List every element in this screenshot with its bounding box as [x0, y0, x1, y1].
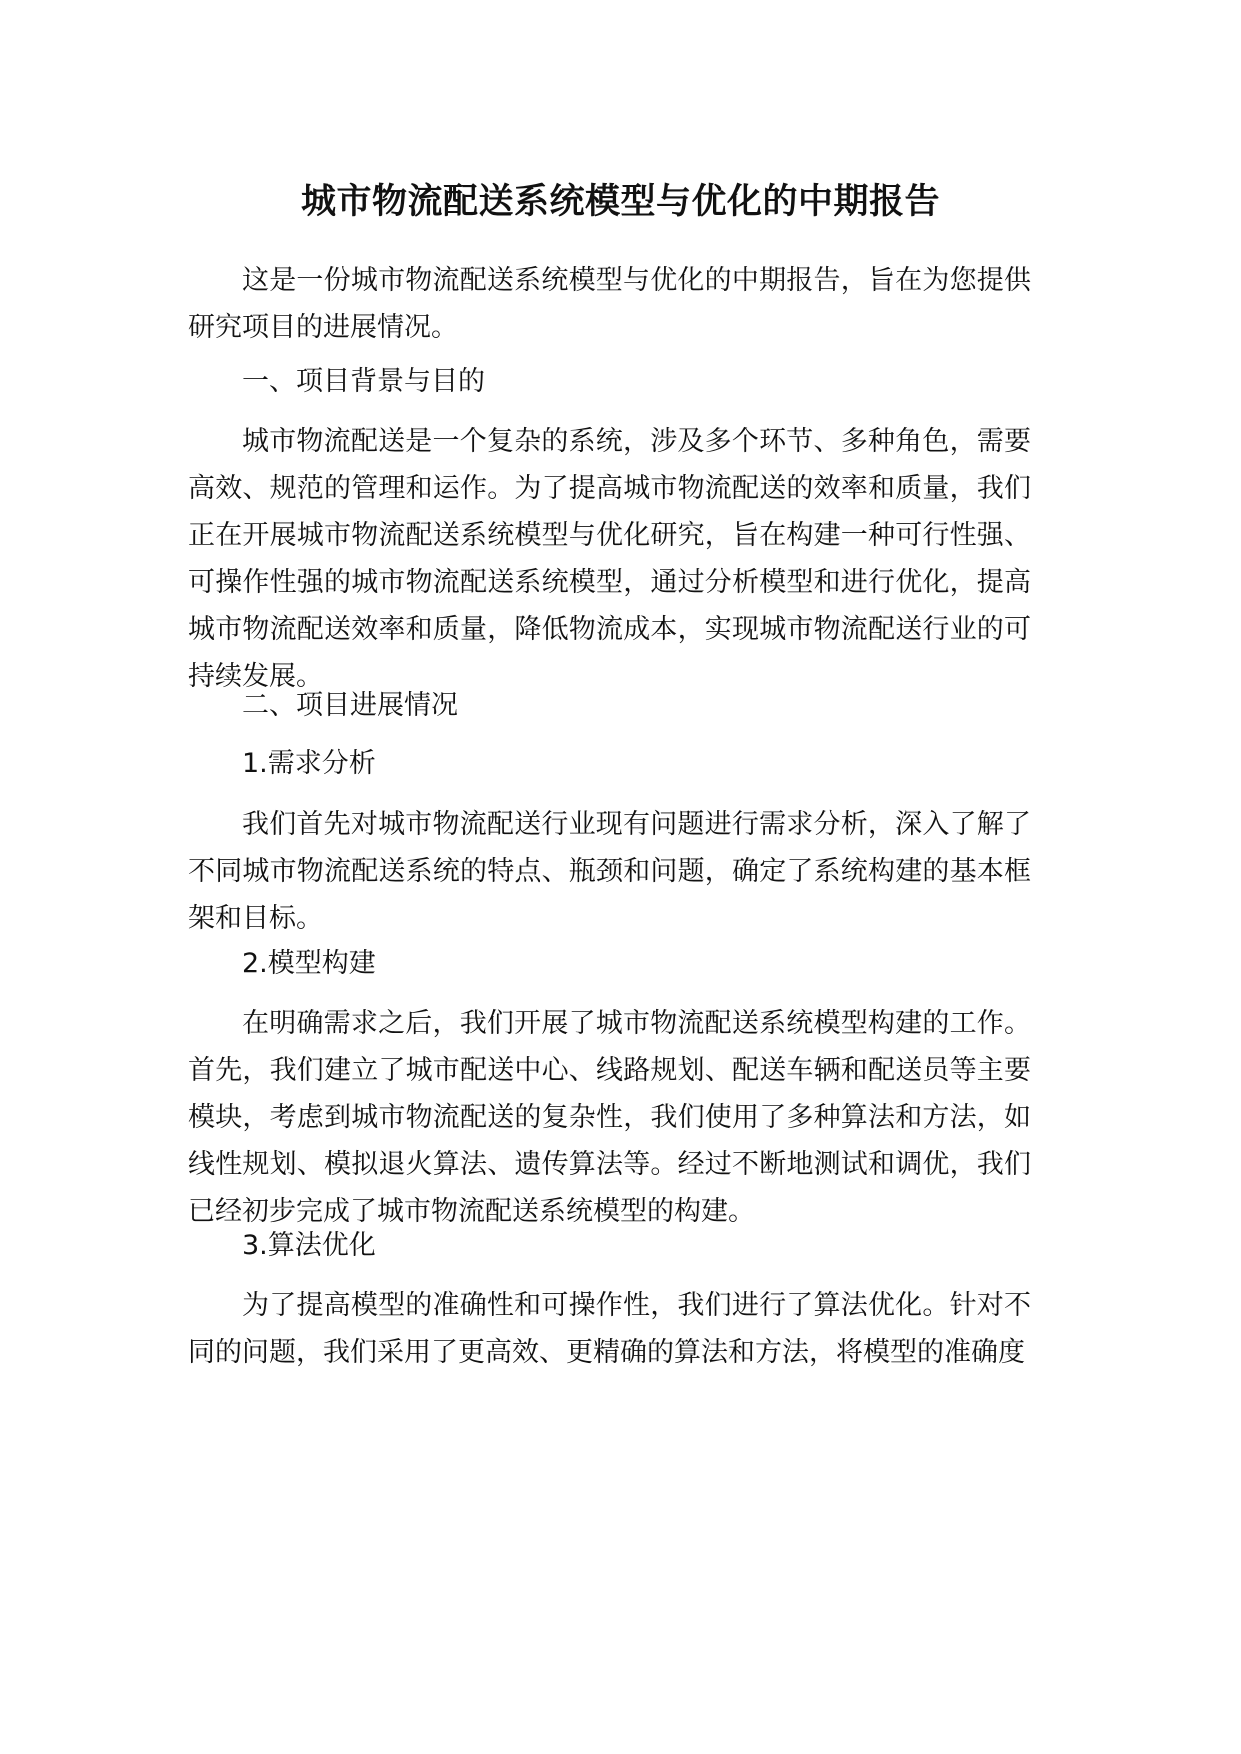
subsection-heading-model: 2.模型构建 [242, 948, 376, 979]
intro-paragraph: 这是一份城市物流配送系统模型与优化的中期报告，旨在为您提供研究项目的进展情况。 [188, 265, 1031, 343]
algorithm-paragraph: 为了提高模型的准确性和可操作性，我们进行了算法优化。针对不同的问题，我们采用了更高效、更精确的算法和方法，将模型的准确度 [188, 1290, 1031, 1368]
model-paragraph: 在明确需求之后，我们开展了城市物流配送系统模型构建的工作。首先，我们建立了城市配送中心、线路规划、配送车辆和配送员等主要模块，考虑到城市物流配送的复杂性，我们使用了多种算法和方法，如线性规划、模拟退火算法、遗传算法等。经过不断地测试和调优，我们已经初步完成了城市物流配送系统模型的构建。 [188, 1008, 1031, 1227]
subsection-heading-algorithm: 3.算法优化 [242, 1230, 376, 1261]
background-paragraph: 城市物流配送是一个复杂的系统，涉及多个环节、多种角色，需要高效、规范的管理和运作。为了提高城市物流配送的效率和质量，我们正在开展城市物流配送系统模型与优化研究，旨在构建一种可行性强、可操作性强的城市物流配送系统模型，通过分析模型和进行优化，提高城市物流配送效率和质量，降低物流成本，实现城市物流配送行业的可持续发展。 [188, 426, 1031, 692]
section-heading-background: 一、项目背景与目的 [242, 366, 485, 397]
section-heading-progress: 二、项目进展情况 [242, 690, 458, 721]
requirements-paragraph: 我们首先对城市物流配送行业现有问题进行需求分析，深入了解了不同城市物流配送系统的特点、瓶颈和问题，确定了系统构建的基本框架和目标。 [188, 809, 1031, 934]
subsection-heading-requirements: 1.需求分析 [242, 748, 376, 779]
document-title: 城市物流配送系统模型与优化的中期报告 [300, 182, 940, 222]
